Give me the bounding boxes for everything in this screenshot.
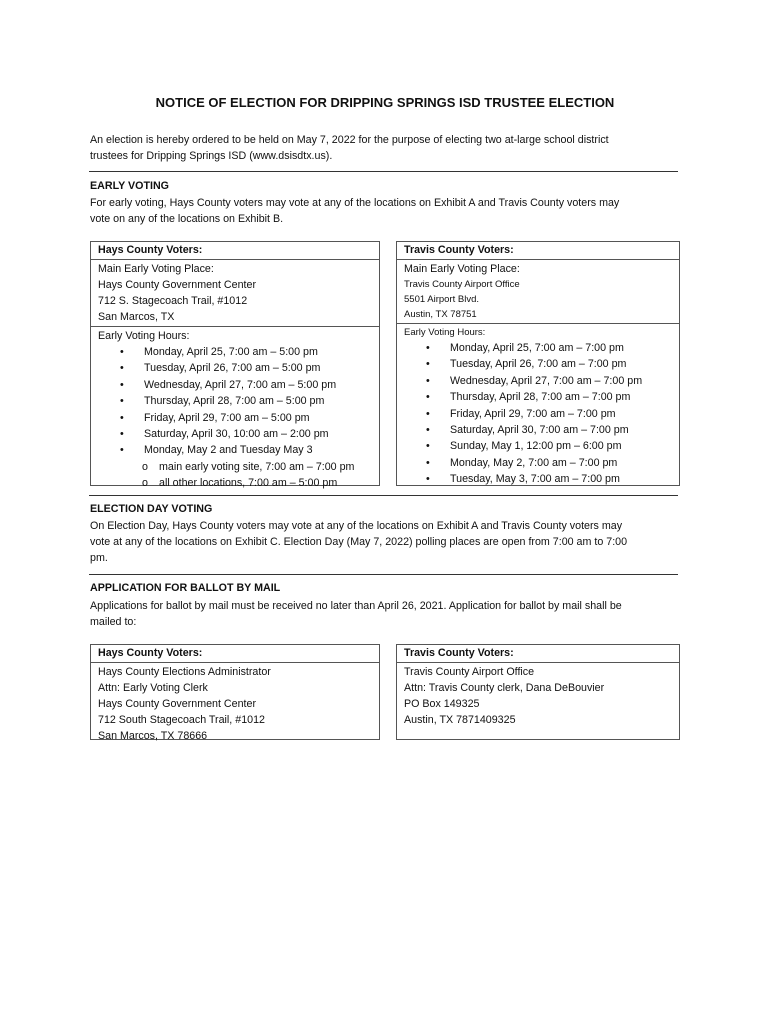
travis-address-line: Austin, TX 78751 bbox=[404, 309, 477, 320]
list-item: • Thursday, April 28, 7:00 am – 7:00 pm bbox=[404, 389, 672, 405]
hays-hours-list bbox=[98, 344, 372, 459]
travis-hours-label: Early Voting Hours: bbox=[404, 327, 486, 338]
bullet-icon: • bbox=[426, 342, 430, 354]
section-divider bbox=[89, 574, 678, 575]
hays-mail-line: Hays County Government Center bbox=[98, 698, 257, 710]
intro-line: An election is hereby ordered to be held on May 7, 2022 for the purpose of electing two at-large school district bbox=[90, 134, 609, 146]
intro-line: trustees for Dripping Springs ISD (www.dsisdtx.us). bbox=[90, 150, 333, 162]
travis-address-line: 5501 Airport Blvd. bbox=[404, 294, 479, 305]
list-item: • Friday, April 29, 7:00 am – 7:00 pm bbox=[404, 406, 672, 422]
bullet-icon: • bbox=[120, 444, 124, 457]
list-item: • Monday, May 2, 7:00 am – 7:00 pm bbox=[404, 455, 672, 471]
hays-mail-header: Hays County Voters: bbox=[91, 645, 379, 663]
bullet-icon: • bbox=[426, 424, 430, 437]
bullet-icon: • bbox=[426, 440, 430, 453]
list-item: • Monday, April 25, 7:00 am – 5:00 pm bbox=[98, 344, 372, 360]
hays-sub-hours-list bbox=[98, 459, 372, 491]
travis-mail-address bbox=[397, 663, 679, 729]
early-voting-paragraph bbox=[90, 195, 682, 227]
bullet-icon: • bbox=[426, 407, 430, 420]
hays-address-line: San Marcos, TX bbox=[98, 311, 175, 323]
list-item: • Thursday, April 28, 7:00 am – 5:00 pm bbox=[98, 393, 372, 409]
travis-mail-line: PO Box 149325 bbox=[404, 698, 480, 710]
list-item: • Tuesday, April 26, 7:00 am – 5:00 pm bbox=[98, 360, 372, 376]
sub-bullet-icon: o bbox=[142, 476, 148, 489]
hays-address-line: Hays County Government Center bbox=[98, 279, 257, 291]
bullet-icon: • bbox=[120, 411, 124, 424]
hays-address-line: 712 S. Stagecoach Trail, #1012 bbox=[98, 295, 248, 307]
list-item: • Friday, April 29, 7:00 am – 5:00 pm bbox=[98, 410, 372, 426]
bullet-icon: • bbox=[120, 346, 124, 358]
ballot-by-mail-heading: APPLICATION FOR BALLOT BY MAIL bbox=[90, 582, 281, 594]
election-day-line: On Election Day, Hays County voters may vote at any of the locations on Exhibit A and Travis County voters may bbox=[90, 520, 623, 532]
list-item: o main early voting site, 7:00 am – 7:00 pm bbox=[142, 460, 355, 473]
early-voting-line: For early voting, Hays County voters may vote at any of the locations on Exhibit A and Travis County voters may bbox=[90, 197, 620, 209]
ballot-by-mail-paragraph bbox=[90, 598, 682, 630]
document-title: NOTICE OF ELECTION FOR DRIPPING SPRINGS ISD TRUSTEE ELECTION bbox=[155, 95, 615, 110]
travis-mail-header: Travis County Voters: bbox=[397, 645, 679, 663]
section-divider bbox=[89, 171, 678, 172]
section-divider bbox=[89, 495, 678, 496]
hays-mail-line: Hays County Elections Administrator bbox=[98, 666, 271, 678]
hays-hours-section bbox=[91, 327, 379, 492]
election-day-line: vote at any of the locations on Exhibit C. Election Day (May 7, 2022) polling places are open from 7:00 am to 7:00 bbox=[90, 536, 628, 548]
list-item: • Wednesday, April 27, 7:00 am – 5:00 pm bbox=[98, 377, 372, 393]
bullet-icon: • bbox=[120, 428, 124, 441]
travis-mail-box bbox=[396, 644, 680, 740]
list-item: • Tuesday, May 3, 7:00 am – 7:00 pm bbox=[404, 471, 672, 487]
hays-mail-line: 712 South Stagecoach Trail, #1012 bbox=[98, 714, 265, 726]
list-item: • Sunday, May 1, 12:00 pm – 6:00 pm bbox=[404, 438, 672, 454]
list-item: o all other locations, 7:00 am – 5:00 pm bbox=[142, 476, 338, 489]
bullet-icon: • bbox=[426, 473, 430, 486]
election-day-paragraph bbox=[90, 518, 682, 566]
intro-paragraph bbox=[90, 132, 682, 164]
hays-mail-box bbox=[90, 644, 380, 740]
hays-hours-label: Early Voting Hours: bbox=[98, 330, 190, 342]
hays-early-voting-box bbox=[90, 241, 380, 489]
travis-mail-line: Travis County Airport Office bbox=[404, 666, 535, 678]
election-day-line: pm. bbox=[90, 552, 108, 564]
hays-main-place bbox=[91, 260, 379, 327]
bullet-icon: • bbox=[426, 374, 430, 387]
travis-early-voting-box bbox=[396, 241, 680, 486]
list-item: • Monday, May 2 and Tuesday May 3 bbox=[98, 442, 372, 458]
early-voting-heading: EARLY VOTING bbox=[90, 180, 169, 192]
ballot-by-mail-line: mailed to: bbox=[90, 616, 137, 628]
early-voting-line: vote on any of the locations on Exhibit B. bbox=[90, 213, 284, 225]
list-item: • Saturday, April 30, 10:00 am – 2:00 pm bbox=[98, 426, 372, 442]
hays-place-label: Main Early Voting Place: bbox=[98, 263, 214, 275]
list-item: • Wednesday, April 27, 7:00 am – 7:00 pm bbox=[404, 373, 672, 389]
election-day-heading: ELECTION DAY VOTING bbox=[90, 503, 213, 515]
list-item: • Saturday, April 30, 7:00 am – 7:00 pm bbox=[404, 422, 672, 438]
bullet-icon: • bbox=[120, 378, 124, 391]
travis-address-line: Travis County Airport Office bbox=[404, 279, 520, 290]
list-item: • Tuesday, April 26, 7:00 am – 7:00 pm bbox=[404, 356, 672, 372]
list-item: • Monday, April 25, 7:00 am – 7:00 pm bbox=[404, 340, 672, 356]
bullet-icon: • bbox=[120, 362, 124, 375]
travis-box-header: Travis County Voters: bbox=[397, 242, 679, 260]
travis-mail-line: Austin, TX 7871409325 bbox=[404, 714, 516, 726]
bullet-icon: • bbox=[426, 456, 430, 469]
travis-hours-list bbox=[404, 340, 672, 488]
ballot-by-mail-line: Applications for ballot by mail must be received no later than April 26, 2021. Application for ballot by mail shall be bbox=[90, 600, 622, 612]
hays-box-header: Hays County Voters: bbox=[91, 242, 379, 260]
bullet-icon: • bbox=[120, 395, 124, 408]
sub-bullet-icon: o bbox=[142, 460, 148, 473]
hays-mail-address bbox=[91, 663, 379, 745]
travis-hours-section bbox=[397, 324, 679, 489]
travis-main-place bbox=[397, 260, 679, 324]
hays-mail-line: Attn: Early Voting Clerk bbox=[98, 682, 208, 694]
bullet-icon: • bbox=[426, 391, 430, 404]
hays-mail-line: San Marcos, TX 78666 bbox=[98, 730, 208, 742]
travis-place-label: Main Early Voting Place: bbox=[404, 263, 520, 275]
bullet-icon: • bbox=[426, 358, 430, 371]
travis-mail-line: Attn: Travis County clerk, Dana DeBouvier bbox=[404, 682, 605, 694]
